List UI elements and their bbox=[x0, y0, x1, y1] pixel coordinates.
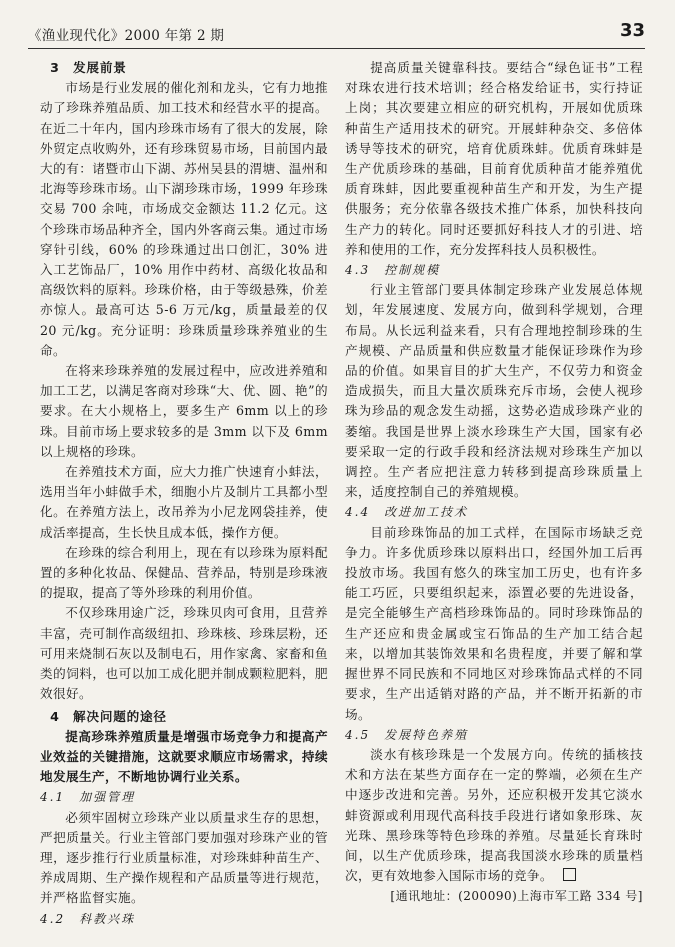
paragraph-management: 必须牢固树立珍珠产业以质量求生存的思想，严把质量关。行业主管部门要加强对珍珠产业的管理，逐步推行行业质量标准，对珍珠蚌种苗生产、养成周期、生产操作规程和产品质量等进行规范，并严格监督实施。 bbox=[40, 809, 328, 906]
paragraph-future-development: 在将来珍珠养殖的发展过程中，应改进养殖和加工工艺，以满足客商对珍珠“大、优、圆、艳”的要求。在大小规格上，要多生产 6mm 以上的珍珠。目前市场上要求较多的是 3mm 以下及 6mm 以上规格的珍珠。 bbox=[40, 363, 328, 459]
journal-title: 《渔业现代化》2000 年第 2 期 bbox=[28, 28, 225, 44]
section-3-heading: 3 发展前景 bbox=[50, 60, 127, 75]
section-4-2-heading: 4.2 科教兴珠 bbox=[40, 911, 136, 926]
paragraph-special-culture bbox=[345, 745, 643, 886]
paragraph-science-tech: 提高质量关键靠科技。要结合“绿色证书”工程对珠农进行技术培训；经合格发给证书，实行持证上岗；其次要建立相应的研究机构，开展如优质珠种苗生产适用技术的研究。开展蚌种杂交、多倍体诱导等技术的研究，培育优质珠蚌。优质育珠蚌是生产优质珍珠的基础，目前育优质种苗才能养殖优质育珠蚌，因此要重视种苗生产和开发，为生产提供服务；充分依靠各级技术推广体系，加快科技向生产力的转化。同时还要抓好科技人才的引进、培养和使用的工作，充分发挥科技人员积极性。 bbox=[345, 60, 643, 257]
paragraph-solutions: 提高珍珠养殖质量是增强市场竞争力和提高产业效益的关键措施，这就要求顺应市场需求，持续地发展生产，不断地协调行业关系。 bbox=[40, 728, 328, 785]
page-header bbox=[28, 14, 645, 49]
paragraph-scale-control: 行业主管部门要具体制定珍珠产业发展总体规划，年发展速度、发展方向，做到科学规划，合理布局。从长远利益来看，只有合理地控制珍珠的生产规模、产品质量和供应数量才能保证珍珠作为珍品的价值。如果盲目的扩大生产，不仅劳力和资金造成损失，而且大量次质珠充斥市场，会使人视珍珠为珍品的观念发生动摇，这势必造成珍珠产业的萎缩。我国是世界上淡水珍珠生产大国，国家有必要采取一定的行政手段和经济法规对珍珠生产加以调控。生产者应把注意力转移到提高珍珠质量上来，适度控制自己的养殖规模。 bbox=[345, 282, 643, 500]
section-4-1-heading: 4.1 加强管理 bbox=[40, 790, 136, 805]
paragraph-shell-use: 不仅珍珠用途广泛，珍珠贝肉可食用，且营养丰富，壳可制作高级纽扣、珍珠核、珍珠层粉，还可用来烧制石灰以及制电石，用作家禽、家畜和鱼类的饲料，也可以加工成化肥并制成颗粒肥料，肥效很好。 bbox=[40, 605, 328, 702]
left-column bbox=[40, 58, 328, 929]
end-of-article-mark bbox=[563, 868, 576, 881]
paragraph-processing: 目前珍珠饰品的加工式样，在国际市场缺乏竞争力。许多优质珍珠以原料出口，经国外加工后再投放市场。我国有悠久的珠宝加工历史，也有许多能工巧匠，只要组织起来，添置必要的先进设备，是完全能够生产高档珍珠饰品的。同时珍珠饰品的生产还应和贵金属或宝石饰品的生产加工结合起来，以增加其装饰效果和名贵程度，并要了解和掌握世界不同民族和不同地区对珍珠饰品式样的不同要求，生产出适销对路的产品，并不断开拓新的市场。 bbox=[345, 524, 643, 722]
paragraph-culture-technique: 在养殖技术方面，应大力推广快速育小蚌法，选用当年小蚌做手术，细胞小片及制片工具都小型化。在养殖方法上，改吊养为小尼龙网袋挂养，使成活率提高，生长快且成本低，操作方便。 bbox=[40, 464, 328, 540]
paragraph-market: 市场是行业发展的催化剂和龙头，它有力地推动了珍珠养殖品质、加工技术和经营水平的提高。在近二十年内，国内珍珠市场有了很大的发展，除外贸定点收购外，还有珍珠贸易市场，目前国内最大的有：诸暨市山下湖、苏州吴县的渭塘、温州和北海等珍珠市场。山下湖珍珠市场，1999 年珍珠交易 700 余吨，市场成交金额达 11.2 亿元。这个珍珠市场品种齐全，国内外客商云集。通过市场穿针引线，60% 的珍珠通过出口创汇，30% 进入工艺饰品厂，10% 用作中药材、高级化妆品和高级饮料的原料。珍珠价格，由于等级悬殊，价差亦惊人。最高可达 5-6 万元/kg，质量最差的仅 20 元/kg。充分证明：珍珠质量珍珠养殖业的生命。 bbox=[40, 80, 328, 358]
page-number: 33 bbox=[619, 20, 645, 41]
right-column bbox=[345, 58, 643, 907]
paragraph-special-culture-text: 淡水有核珍珠是一个发展方向。传统的插核技术和方法在某些方面存在一定的弊端，必须在生产中逐步改进和完善。另外，还应积极开发其它淡水蚌资源或利用现代高科技手段进行诸如象形珠、灰光珠、黑珍珠等特色珍珠的养殖。尽量延长育珠时间，以生产优质珍珠，提高我国淡水珍珠的质量档次，更有效地参入国际市场的竞争。 bbox=[345, 746, 643, 884]
section-4-5-heading: 4.5 发展特色养殖 bbox=[345, 727, 469, 742]
paragraph-comprehensive-use: 在珍珠的综合利用上，现在有以珍珠为原料配置的多种化妆品、保健品、营养品，特别是珍珠液的提取，提高了等外珍珠的利用价值。 bbox=[40, 544, 328, 601]
section-4-heading: 4 解决问题的途径 bbox=[50, 708, 167, 724]
contact-address: [通讯地址：(200090)上海市军工路 334 号] bbox=[390, 889, 643, 904]
section-4-4-heading: 4.4 改进加工技术 bbox=[345, 505, 469, 520]
section-4-3-heading: 4.3 控制规模 bbox=[345, 263, 441, 278]
